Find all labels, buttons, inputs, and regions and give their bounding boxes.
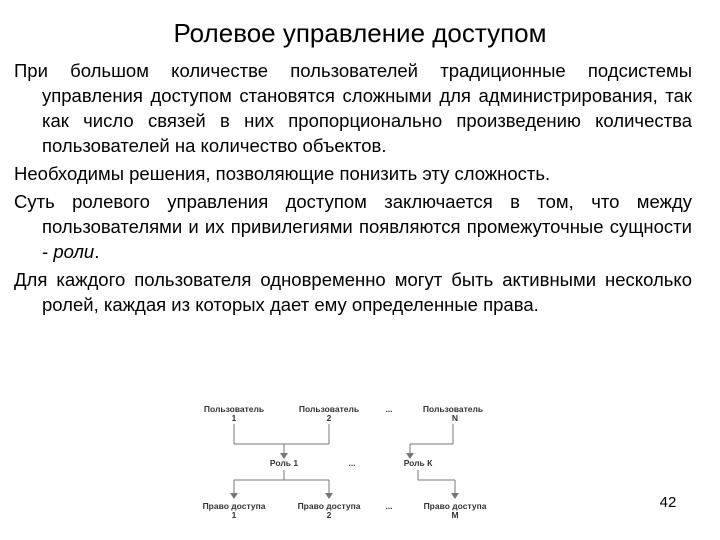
right-m-label: Право доступа bbox=[423, 501, 487, 511]
arrow-head bbox=[325, 493, 333, 499]
roles-ellipsis: ... bbox=[348, 458, 356, 468]
paragraph-3-text: Суть ролевого управления доступом заключается в том, что между пользователями и их привилегиями появляются промежуточные сущности - bbox=[14, 191, 692, 262]
page-number: 42 bbox=[659, 494, 677, 511]
user-1-label: Пользователь bbox=[203, 404, 265, 414]
right-2-label: Право доступа bbox=[297, 501, 361, 511]
rights-ellipsis: ... bbox=[385, 501, 393, 511]
user-2-index: 2 bbox=[326, 413, 332, 423]
arrow-head bbox=[230, 493, 238, 499]
right-1-label: Право доступа bbox=[202, 501, 266, 511]
role-k-label: Роль К bbox=[403, 458, 433, 468]
paragraph-2: Необходимы решения, позволяющие понизить эту сложность. bbox=[14, 163, 551, 184]
paragraph-4: Для каждого пользователя одновременно могут быть активными несколько ролей, каждая из которых дает ему определенные права. bbox=[14, 269, 692, 315]
arrow-head bbox=[451, 493, 459, 499]
paragraph-1: При большом количестве пользователей традиционные подсистемы управления доступом становятся сложными для администрирования, так как число связей в них пропорционально произведению количества пользователей на количество объектов. bbox=[14, 60, 692, 156]
user-n-label: Пользователь bbox=[422, 404, 484, 414]
roles-term: роли bbox=[53, 241, 95, 262]
right-m-index: M bbox=[451, 510, 459, 520]
user-1-index: 1 bbox=[231, 413, 237, 423]
users-ellipsis: ... bbox=[385, 404, 393, 414]
right-2-index: 2 bbox=[326, 510, 332, 520]
user-n-index: N bbox=[451, 413, 459, 423]
paragraph-3-end: . bbox=[94, 241, 100, 262]
user-2-label: Пользователь bbox=[298, 404, 360, 414]
role-1-label: Роль 1 bbox=[269, 458, 299, 468]
slide-title: Ролевое управление доступом bbox=[173, 18, 547, 48]
right-1-index: 1 bbox=[231, 510, 237, 520]
